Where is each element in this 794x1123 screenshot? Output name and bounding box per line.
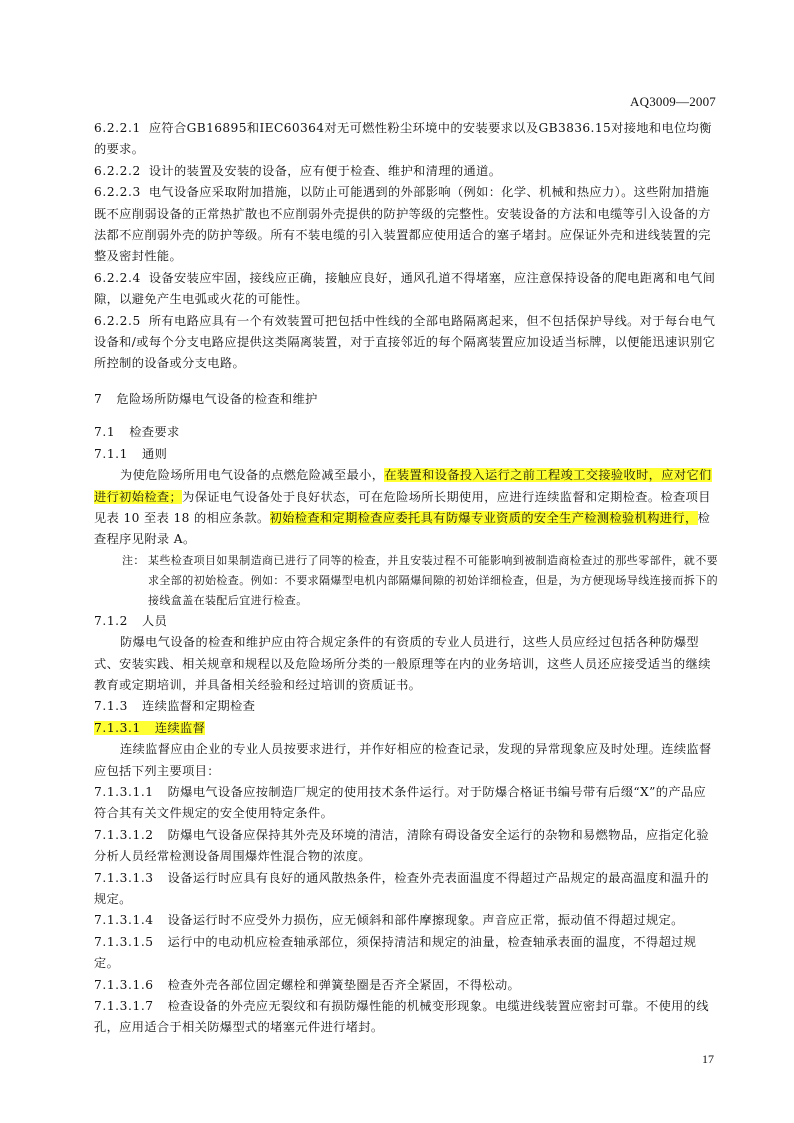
item-number: 7.1.3.1.1 <box>94 784 154 799</box>
clause-6-2-2-1 <box>94 118 718 161</box>
item-7-1-3-1-7 <box>94 996 718 1039</box>
heading-number: 7.1.2 <box>94 613 129 628</box>
page-number: 17 <box>702 1052 714 1066</box>
clause-text: 所有电路应具有一个有效装置可把包括中性线的全部电路隔离起来，但不包括保护导线。对于每台电气设备和/或每个分支电路应提供这类隔离装置，对于直接邻近的每个隔离装置应加设适当标牌，以便能迅速识别它所控制的设备或分支电路。 <box>94 313 716 371</box>
heading-title: 人员 <box>142 613 168 628</box>
heading-number: 7.1.3.1 <box>94 720 141 735</box>
text-run: 检查程序见附录 A。 <box>94 510 711 547</box>
note-7-1-1 <box>94 551 718 611</box>
item-number: 7.1.3.1.6 <box>94 977 154 992</box>
heading-7-1-3-1 <box>94 718 718 739</box>
heading-title: 通则 <box>142 446 168 461</box>
item-number: 7.1.3.1.3 <box>94 870 154 885</box>
heading-7-1-1 <box>94 444 718 465</box>
item-number: 7.1.3.1.7 <box>94 999 154 1014</box>
section-7-heading <box>94 389 718 410</box>
paragraph-7-1-1 <box>94 465 718 551</box>
section-title: 危险场所防爆电气设备的检查和维护 <box>116 391 318 406</box>
heading-7-1-3 <box>94 696 718 717</box>
item-text: 检查外壳各部位固定螺栓和弹簧垫圈是否齐全紧固，不得松动。 <box>167 977 521 992</box>
clause-6-2-2-4 <box>94 268 718 311</box>
clause-text: 设计的装置及安装的设备，应有便于检查、维护和清理的通道。 <box>148 163 502 178</box>
highlighted-text: 在装置和设备投入运行之前工程竣工交接验收时，应对它们进行初始检查； <box>94 468 712 504</box>
heading-title: 连续监督和定期检查 <box>142 699 256 714</box>
heading-number: 7.1 <box>94 425 116 440</box>
heading-7-1 <box>94 422 718 443</box>
clause-number: 6.2.2.5 <box>94 313 141 328</box>
item-7-1-3-1-4 <box>94 910 718 931</box>
item-text: 检查设备的外壳应无裂纹和有损防爆性能的机械变形现象。电缆进线装置应密封可靠。不使用的线孔，应用适合于相关防爆型式的堵塞元件进行堵封。 <box>94 999 709 1035</box>
clause-6-2-2-5 <box>94 311 718 375</box>
item-number: 7.1.3.1.4 <box>94 913 154 928</box>
section-number: 7 <box>94 391 103 406</box>
heading-title: 连续监督 <box>154 720 206 735</box>
item-7-1-3-1-2 <box>94 825 718 868</box>
item-text: 设备运行时不应受外力损伤，应无倾斜和部件摩擦现象。声音应正常，振动值不得超过规定。 <box>167 913 684 928</box>
item-7-1-3-1-3 <box>94 868 718 911</box>
item-number: 7.1.3.1.2 <box>94 827 154 842</box>
item-7-1-3-1-5 <box>94 932 718 975</box>
highlighted-text: 初始检查和定期检查应委托具有防爆专业资质的安全生产检测检验机构进行， <box>269 510 698 525</box>
heading-number: 7.1.3 <box>94 699 129 714</box>
note-text: 某些检查项目如果制造商已进行了同等的检查，并且安装过程不可能影响到被制造商检查过的那些零部件，就不要求全部的初始检查。例如：不要求隔爆型电机内部隔爆间隙的初始详细检查，但是，为方便现场导线连接而拆下的接线盒盖在装配后宜进行检查。 <box>148 553 718 607</box>
clause-text: 电气设备应采取附加措施，以防止可能遇到的外部影响（例如：化学、机械和热应力）。这些附加措施既不应削弱设备的正常热扩散也不应削弱外壳提供的防护等级的完整性。安装设备的方法和电缆等引入设备的方法都不应削弱外壳的防护等级。所有不装电缆的引入装置都应使用适合的塞子堵封。应保证外壳和进线装置的完整及密封性能。 <box>94 185 711 264</box>
document-body <box>94 118 718 1039</box>
clause-text: 设备安装应牢固，接线应正确，接触应良好，通风孔道不得堵塞，应注意保持设备的爬电距离和电气间隙，以避免产生电弧或火花的可能性。 <box>94 270 716 307</box>
clause-6-2-2-3 <box>94 182 718 268</box>
text-run: 为使危险场所用电气设备的点燃危险减至最小， <box>120 468 385 483</box>
heading-title: 检查要求 <box>129 425 180 440</box>
heading-7-1-2 <box>94 611 718 632</box>
item-number: 7.1.3.1.5 <box>94 934 154 949</box>
clause-number: 6.2.2.3 <box>94 185 141 200</box>
item-text: 防爆电气设备应按制造厂规定的使用技术条件运行。对于防爆合格证书编号带有后缀“X”的产品应符合其有关文件规定的安全使用特定条件。 <box>94 784 707 821</box>
text-run: 为保证电气设备处于良好状态，可在危险场所长期使用，应进行连续监督和定期检查。检查项目见表 10 至表 18 的相应条款。 <box>94 489 711 525</box>
clause-6-2-2-2 <box>94 161 718 182</box>
clause-number: 6.2.2.1 <box>94 121 141 135</box>
clause-number: 6.2.2.4 <box>94 270 141 285</box>
highlighted-heading <box>94 721 205 735</box>
clause-number: 6.2.2.2 <box>94 163 141 178</box>
item-text: 设备运行时应具有良好的通风散热条件，检查外壳表面温度不得超过产品规定的最高温度和温升的规定。 <box>94 870 709 906</box>
heading-number: 7.1.1 <box>94 446 129 461</box>
item-text: 防爆电气设备应保持其外壳及环境的清洁，清除有碍设备安全运行的杂物和易燃物品，应指定化验分析人员经常检测设备周围爆炸性混合物的浓度。 <box>94 827 709 864</box>
document-code-header: AQ3009—2007 <box>630 94 716 109</box>
paragraph-7-1-3-1: 连续监督应由企业的专业人员按要求进行，并作好相应的检查记录，发现的异常现象应及时处理。连续监督应包括下列主要项目： <box>94 742 712 778</box>
clause-text: 应符合GB16895和IEC60364对无可燃性粉尘环境中的安装要求以及GB3836.15对接地和电位均衡的要求。 <box>94 121 712 157</box>
item-7-1-3-1-1 <box>94 782 718 825</box>
paragraph-7-1-2: 防爆电气设备的检查和维护应由符合规定条件的有资质的专业人员进行，这些人员应经过包括各种防爆型式、安装实践、相关规章和规程以及危险场所分类的一般原理等在内的业务培训，这些人员还应接受适当的继续教育或定期培训，并具备相关经验和经过培训的资质证书。 <box>94 635 711 692</box>
item-text: 运行中的电动机应检查轴承部位，须保持清洁和规定的油量，检查轴承表面的温度，不得超过规定。 <box>94 934 697 971</box>
note-label: 注： <box>122 553 145 567</box>
item-7-1-3-1-6 <box>94 975 718 996</box>
